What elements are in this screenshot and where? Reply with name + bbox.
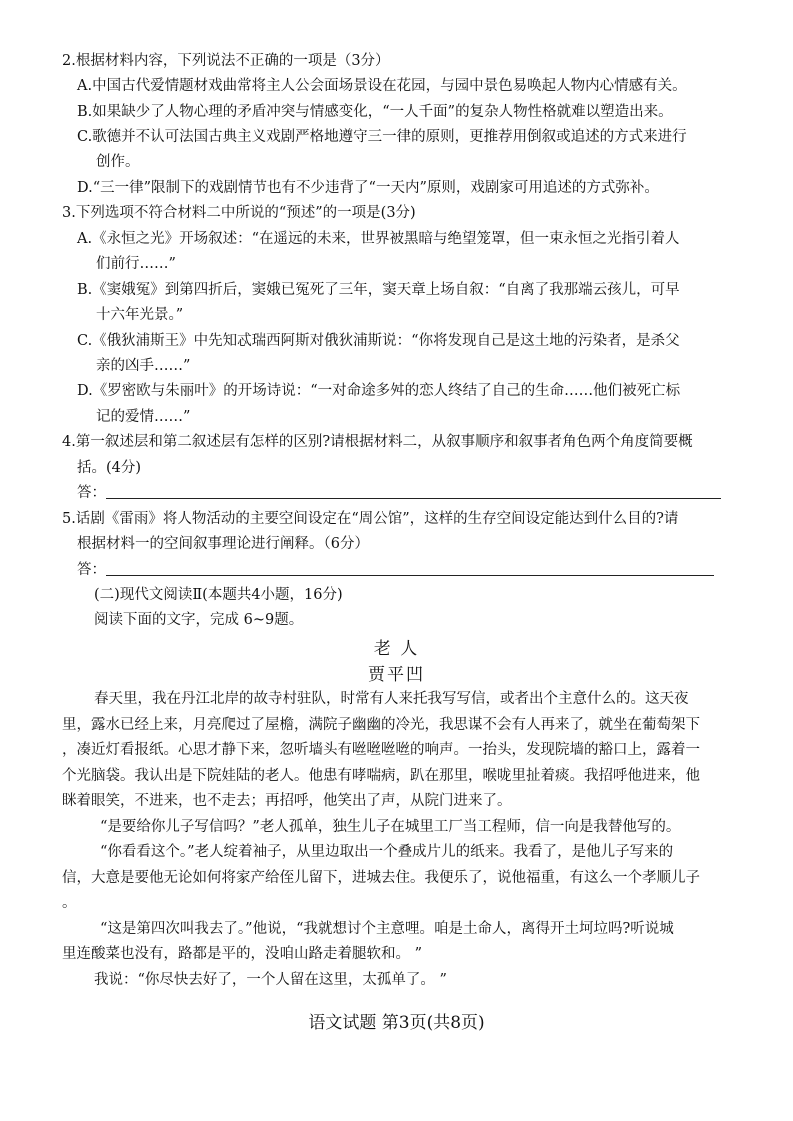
article-line: “是要给你儿子写信吗？”老人孤单，独生儿子在城里工厂当工程师，信一向是我替他写的。 [100,819,681,835]
page-footer: 语文试题 第3页(共8页) [308,1013,485,1033]
q3-option-d-cont: 记的爱情……” [96,409,191,425]
article-line: ，凑近灯看报纸。心思才静下来，忽听墙头有咝咝咝咝的响声。一抬头，发现院墙的豁口上，露着一 [62,742,700,758]
q5-stem: 5.话剧《雷雨》将人物活动的主要空间设定在“周公馆”，这样的生存空间设定能达到什么目的?请 [62,511,679,527]
q4-answer-line[interactable] [106,498,721,499]
q2-option-a: A.中国古代爱情题材戏曲常将主人公会面场景设在花园，与园中景色易唤起人物内心情感有关。 [77,78,687,94]
q3-option-d: D.《罗密欧与朱丽叶》的开场诗说：“一对命途多舛的恋人终结了自己的生命……他们被死亡标 [77,383,681,399]
q3-option-b: B.《窦娥冤》到第四折后，窦娥已冤死了三年，窦天章上场自叙：“自离了我那端云孩儿，可早 [77,282,680,298]
article-line: 我说：“你尽快去好了，一个人留在这里，太孤单了。 ” [94,972,447,988]
q2-option-d: D.“三一律”限制下的戏剧情节也有不少违背了“一天内”原则，戏剧家可用追述的方式弥补。 [77,180,659,196]
q5-answer-label: 答： [77,562,106,578]
article-line: “你看看这个。”老人绽着袖子，从里边取出一个叠成片儿的纸来。我看了，是他儿子写来的 [100,844,674,860]
article-author: 贾平凹 [368,665,425,685]
article-line: 里，露水已经上来，月亮爬过了屋檐，满院子幽幽的冷光，我思谋不会有人再来了，就坐在葡萄架下 [62,717,700,733]
section-title: (二)现代文阅读Ⅱ(本题共4小题，16分) [94,587,343,603]
q2-stem: 2.根据材料内容，下列说法不正确的一项是（3分） [62,53,390,69]
article-line: 春天里，我在丹江北岸的故寺村驻队，时常有人来托我写写信，或者出个主意什么的。这天夜 [94,691,689,707]
q3-option-b-cont: 十六年光景。” [96,307,184,323]
q3-option-c-cont: 亲的凶手……” [96,358,191,374]
article-line: 眯着眼笑，不进来，也不走去；再招呼，他笑出了声，从院门进来了。 [62,793,512,809]
q3-option-a-cont: 们前行……” [96,256,176,272]
q4-answer-label: 答： [77,485,106,501]
q5-stem-cont: 根据材料一的空间叙事理论进行阐释。（6分） [77,536,369,552]
q3-option-a: A.《永恒之光》开场叙述：“在遥远的未来，世界被黑暗与绝望笼罩，但一束永恒之光指引着人 [77,231,680,247]
article-line: 。 [62,895,77,911]
q3-option-c: C.《俄狄浦斯王》中先知忒瑞西阿斯对俄狄浦斯说：“你将发现自己是这土地的污染者，是杀父 [77,333,680,349]
article-line: “这是第四次叫我去了。”他说，“我就想讨个主意哩。咱是土命人，离得开土坷垃吗?听说城 [100,921,674,937]
q4-stem: 4.第一叙述层和第二叙述层有怎样的区别?请根据材料二，从叙事顺序和叙事者角色两个角度简要概 [62,434,693,450]
q3-stem: 3.下列选项不符合材料二中所说的“预述”的一项是(3分) [62,205,416,221]
q2-option-c: C.歌德并不认可法国古典主义戏剧严格地遵守三一律的原则，更推荐用倒叙或追述的方式来进行 [77,129,687,145]
article-title: 老 人 [373,639,420,659]
q4-stem-cont: 括。(4分) [77,460,142,476]
q2-option-c-cont: 创作。 [96,154,140,170]
article-line: 里连酸菜也没有，路都是平的，没咱山路走着腿软和。 ” [62,946,423,962]
section-instruction: 阅读下面的文字，完成 6~9题。 [94,612,304,628]
q2-option-b: B.如果缺少了人物心理的矛盾冲突与情感变化，“一人千面”的复杂人物性格就难以塑造出来。 [77,104,673,120]
article-line: 个光脑袋。我认出是下院娃陆的老人。他患有哮喘病，趴在那里，喉咙里扯着痰。我招呼他进来，他 [62,768,700,784]
article-line: 信，大意是要他无论如何将家产给侄儿留下，进城去住。我便乐了，说他福重，有这么一个孝顺儿子 [62,870,700,886]
q5-answer-line[interactable] [106,575,714,576]
